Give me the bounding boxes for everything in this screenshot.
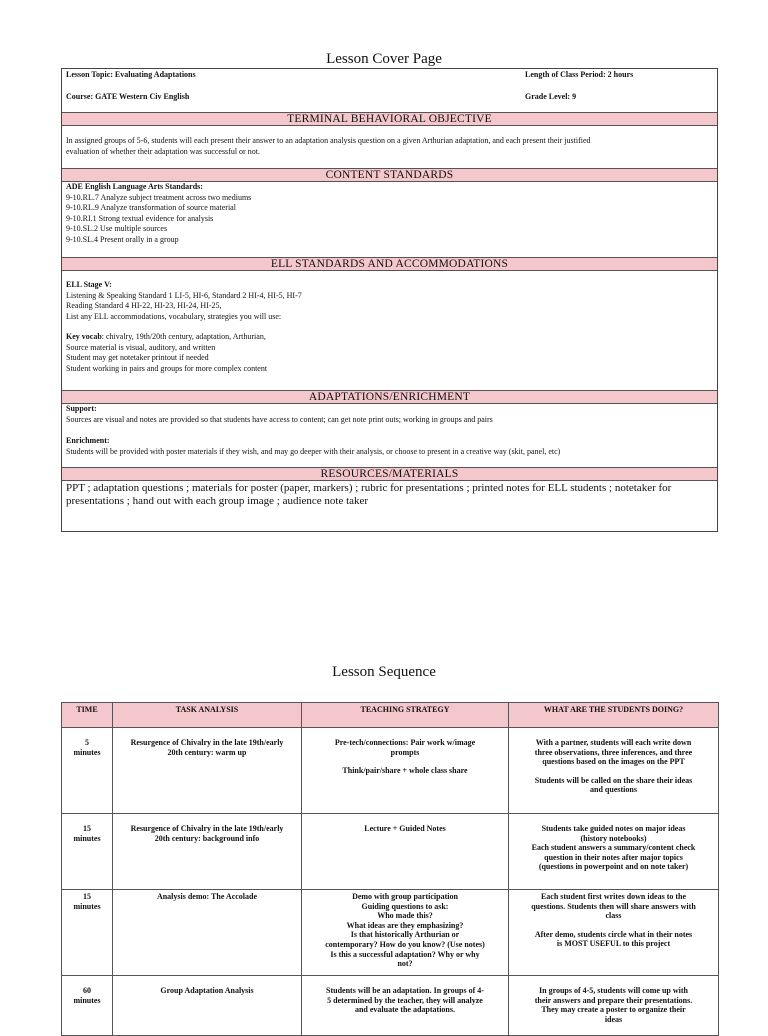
strategy-cell xyxy=(302,814,509,890)
course: Course: GATE Western Civ English xyxy=(66,92,190,101)
cell-line: (history notebooks) xyxy=(580,833,647,843)
cell-line: question in their notes after major topics xyxy=(544,852,683,862)
time-cell xyxy=(62,976,113,1036)
lesson-sequence-title: Lesson Sequence xyxy=(332,664,436,680)
cell-line: Demo with group participation xyxy=(352,892,458,901)
cell-line xyxy=(513,767,714,776)
students-cell xyxy=(509,976,719,1036)
students-cell xyxy=(509,814,719,890)
header-students-doing: WHAT ARE THE STUDENTS DOING? xyxy=(509,703,719,728)
cell-line: What ideas are they emphasizing? xyxy=(346,920,464,930)
cell-line: Lecture + Guided Notes xyxy=(364,824,446,833)
ell-line: Student may get notetaker printout if needed xyxy=(66,353,209,362)
adaptations-text xyxy=(66,404,713,457)
cell-line: After demo, students circle what in their notes xyxy=(534,929,693,939)
header-time: TIME xyxy=(62,703,113,728)
strategy-cell xyxy=(302,728,509,814)
time-cell xyxy=(62,728,113,814)
cell-line: 20th century: background info xyxy=(154,833,260,843)
grade-level: Grade Level: 9 xyxy=(525,92,577,101)
cell-line: class xyxy=(605,911,622,921)
lesson-topic: Lesson Topic: Evaluating Adaptations xyxy=(66,70,196,79)
content-standards-heading: CONTENT STANDARDS xyxy=(62,168,717,182)
cell-line: Each student answers a summary/content check xyxy=(531,843,696,853)
objective-line: evaluation of whether their adaptation was successful or not. xyxy=(66,146,260,156)
cell-line: Students take guided notes on major ideas xyxy=(541,824,686,833)
lesson-sequence-table xyxy=(61,702,719,1036)
adaptations-heading: ADAPTATIONS/ENRICHMENT xyxy=(62,390,717,404)
cell-line: Is that historically Arthurian or xyxy=(350,930,460,940)
cell-line: their answers and prepare their presentations. xyxy=(534,995,693,1005)
cell-line: 60 xyxy=(83,986,91,995)
standard-line: 9-10.SL.2 Use multiple sources xyxy=(66,224,168,233)
cell-line xyxy=(306,757,504,766)
key-vocab-line xyxy=(66,332,713,343)
cell-line: Students will be an adaptation. In groups of 4- xyxy=(326,986,484,995)
sequence-row xyxy=(62,814,719,890)
cover-table xyxy=(61,68,718,532)
ell-line: Student working in pairs and groups for more complex content xyxy=(66,363,268,373)
cell-line: Group Adaptation Analysis xyxy=(160,986,254,995)
cell-line: Resurgence of Chivalry in the late 19th/early xyxy=(130,738,284,747)
ell-heading: ELL STANDARDS AND ACCOMMODATIONS xyxy=(62,257,717,271)
resources-heading: RESOURCES/MATERIALS xyxy=(62,467,717,481)
cell-line: Analysis demo: The Accolade xyxy=(156,892,258,901)
cell-line: 20th century: warm up xyxy=(167,747,247,757)
standard-line: 9-10.RI.1 Strong textual evidence for analysis xyxy=(66,213,214,223)
sequence-row xyxy=(62,728,719,814)
task-cell xyxy=(113,976,302,1036)
cell-line: 15 xyxy=(83,892,91,901)
ell-line: Reading Standard 4 HI-22, HI-23, HI-24, HI-25, xyxy=(66,301,222,310)
cell-line: questions. Students then will share answers with xyxy=(531,901,696,911)
header-task-analysis: TASK ANALYSIS xyxy=(113,703,302,728)
task-cell xyxy=(113,814,302,890)
cell-line: three observations, three inferences, and three xyxy=(534,747,693,757)
class-length: Length of Class Period: 2 hours xyxy=(525,70,634,79)
resources-line: PPT ; adaptation questions ; materials for poster (paper, markers) ; rubric for presentations ; printed notes for ELL students ; notetaker for xyxy=(66,482,672,494)
cell-line: contemporary? How do you know? (Use notes) xyxy=(325,939,485,949)
cell-line: prompts xyxy=(390,747,420,757)
cell-line: and evaluate the adaptations. xyxy=(354,1005,455,1015)
resources-line: presentations ; hand out with each group image ; audience note taker xyxy=(66,494,369,507)
enrichment-label: Enrichment: xyxy=(66,436,110,445)
cell-line: minutes xyxy=(73,901,101,911)
objective-heading: TERMINAL BEHAVIORAL OBJECTIVE xyxy=(62,112,717,126)
cell-line: and questions xyxy=(590,785,637,795)
sequence-header-row xyxy=(62,703,719,728)
cell-line: They may create a poster to organize their xyxy=(541,1005,686,1015)
standard-line: 9-10.SL.4 Present orally in a group xyxy=(66,234,179,244)
strategy-cell xyxy=(302,890,509,976)
students-cell xyxy=(509,890,719,976)
objective-text xyxy=(66,136,713,157)
task-cell xyxy=(113,728,302,814)
standard-line: 9-10.RL.9 Analyze transformation of source material xyxy=(66,203,236,212)
standard-line: 9-10.RL.7 Analyze subject treatment across two mediums xyxy=(66,192,252,202)
cell-line: Guiding questions to ask: xyxy=(361,901,449,911)
cell-line: minutes xyxy=(73,747,101,757)
cell-line: questions based on the images on the PPT xyxy=(542,757,685,767)
ell-line: Listening & Speaking Standard 1 LI-5, HI-6, Standard 2 HI-4, HI-5, HI-7 xyxy=(66,290,302,300)
support-label: Support: xyxy=(66,404,97,413)
cell-line: (questions in powerpoint and on note taker) xyxy=(538,862,689,872)
cell-line: minutes xyxy=(73,995,101,1005)
cell-line: Pre-tech/connections: Pair work w/image xyxy=(334,738,476,747)
cell-line: 5 determined by the teacher, they will analyze xyxy=(327,995,483,1005)
ell-line: List any ELL accommodations, vocabulary, strategies you will use: xyxy=(66,311,282,321)
key-vocab-label: Key vocab xyxy=(66,332,102,341)
enrichment-text: Students will be provided with poster materials if they wish, and may go deeper with their analysis, or choose to present in a creative way (skit, panel, etc) xyxy=(66,446,561,456)
ell-line: Source material is visual, auditory, and written xyxy=(66,342,216,352)
header-teaching-strategy: TEACHING STRATEGY xyxy=(302,703,509,728)
cell-line xyxy=(513,921,714,930)
key-vocab-text: : chivalry, 19th/20th century, adaptation, Arthurian, xyxy=(101,332,266,341)
cell-line: 15 xyxy=(83,824,91,833)
time-cell xyxy=(62,890,113,976)
sequence-row xyxy=(62,976,719,1036)
ell-stage: ELL Stage V: xyxy=(66,280,112,289)
support-text: Sources are visual and notes are provided so that students have access to content; can get note print outs; working in groups and pairs xyxy=(66,414,493,424)
students-cell xyxy=(509,728,719,814)
cell-line: Who made this? xyxy=(377,911,433,921)
cell-line: Think/pair/share + whole class share xyxy=(342,766,468,776)
ell-text xyxy=(66,280,713,374)
cell-line: minutes xyxy=(73,833,101,843)
cell-line: With a partner, students will each write down xyxy=(535,738,692,747)
cell-line: 5 xyxy=(85,738,89,747)
cell-line: Students will be called on the share their ideas xyxy=(534,775,693,785)
cell-line: Each student first writes down ideas to the xyxy=(540,892,687,901)
strategy-cell xyxy=(302,976,509,1036)
sequence-row xyxy=(62,890,719,976)
cell-line: not? xyxy=(397,959,413,969)
cell-line: ideas xyxy=(604,1014,623,1024)
cell-line: Resurgence of Chivalry in the late 19th/early xyxy=(130,824,284,833)
time-cell xyxy=(62,814,113,890)
content-intro: ADE English Language Arts Standards: xyxy=(66,182,203,191)
cell-line: is MOST USEFUL to this project xyxy=(556,939,671,949)
objective-line: In assigned groups of 5-6, students will each present their answer to an adaptation analysis question on a given Arthurian adaptation, and each present their justified xyxy=(66,136,591,145)
cell-line: In groups of 4-5, students will come up with xyxy=(539,986,688,995)
content-standards-text xyxy=(66,182,713,245)
resources-text xyxy=(66,482,713,507)
task-cell xyxy=(113,890,302,976)
cell-line: Is this a successful adaptation? Why or why xyxy=(330,949,480,959)
cover-page-title: Lesson Cover Page xyxy=(326,51,442,67)
